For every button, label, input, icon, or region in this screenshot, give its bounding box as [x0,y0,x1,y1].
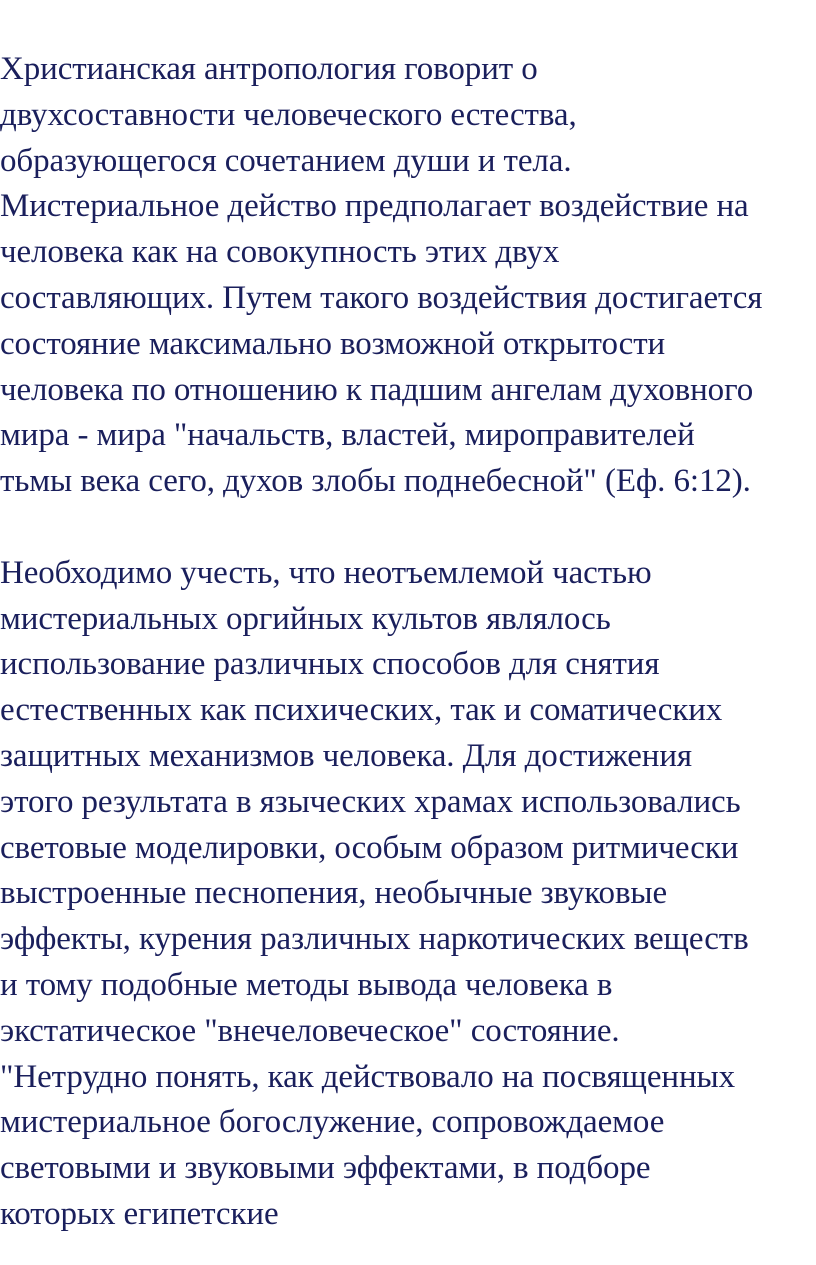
text-line: Необходимо учесть, что неотъемлемой частью [0,554,652,591]
paragraph-gap [0,505,816,551]
text-line: составляющих. Путем такого воздействия достигается [0,279,763,316]
text-line: экстатическое "внечеловеческое" состояние. [0,1012,620,1049]
text-line: световые моделировки, особым образом ритмически [0,829,739,866]
text-line: и тому подобные методы вывода человека в [0,966,613,1003]
text-line: мистериальных оргийных культов являлось [0,600,611,637]
document-page [0,47,816,1238]
text-line: образующегося сочетанием души и тела. [0,142,572,179]
text-line: мистериальное богослужение, сопровождаемое [0,1104,665,1141]
text-line: человека как на совокупность этих двух [0,234,560,271]
text-line: мира - мира "начальств, властей, мироправителей [0,417,695,454]
text-line: выстроенные песнопения, необычные звуковые [0,875,668,912]
text-line: человека по отношению к падшим ангелам духовного [0,371,754,408]
text-line: защитных механизмов человека. Для достижения [0,737,692,774]
text-line: естественных как психических, так и соматических [0,692,723,729]
text-line: двухсоставности человеческого естества, [0,96,577,133]
paragraph-2 [0,551,816,1238]
text-line: этого результата в языческих храмах использовались [0,783,741,820]
text-line: тьмы века сего, духов злобы поднебесной" (Еф. 6:12). [0,463,751,500]
text-line: эффекты, курения различных наркотических веществ [0,921,749,958]
text-line: Мистериальное действо предполагает воздействие на [0,188,749,225]
text-line: которых египетские [0,1195,279,1232]
text-line: Христианская антропология говорит о [0,51,538,87]
text-line: использование различных способов для снятия [0,646,660,683]
text-line: световыми и звуковыми эффектами, в подборе [0,1150,651,1187]
text-line: состояние максимально возможной открытости [0,325,666,362]
text-line: "Нетрудно понять, как действовало на посвященных [0,1058,735,1095]
paragraph-1 [0,47,816,505]
